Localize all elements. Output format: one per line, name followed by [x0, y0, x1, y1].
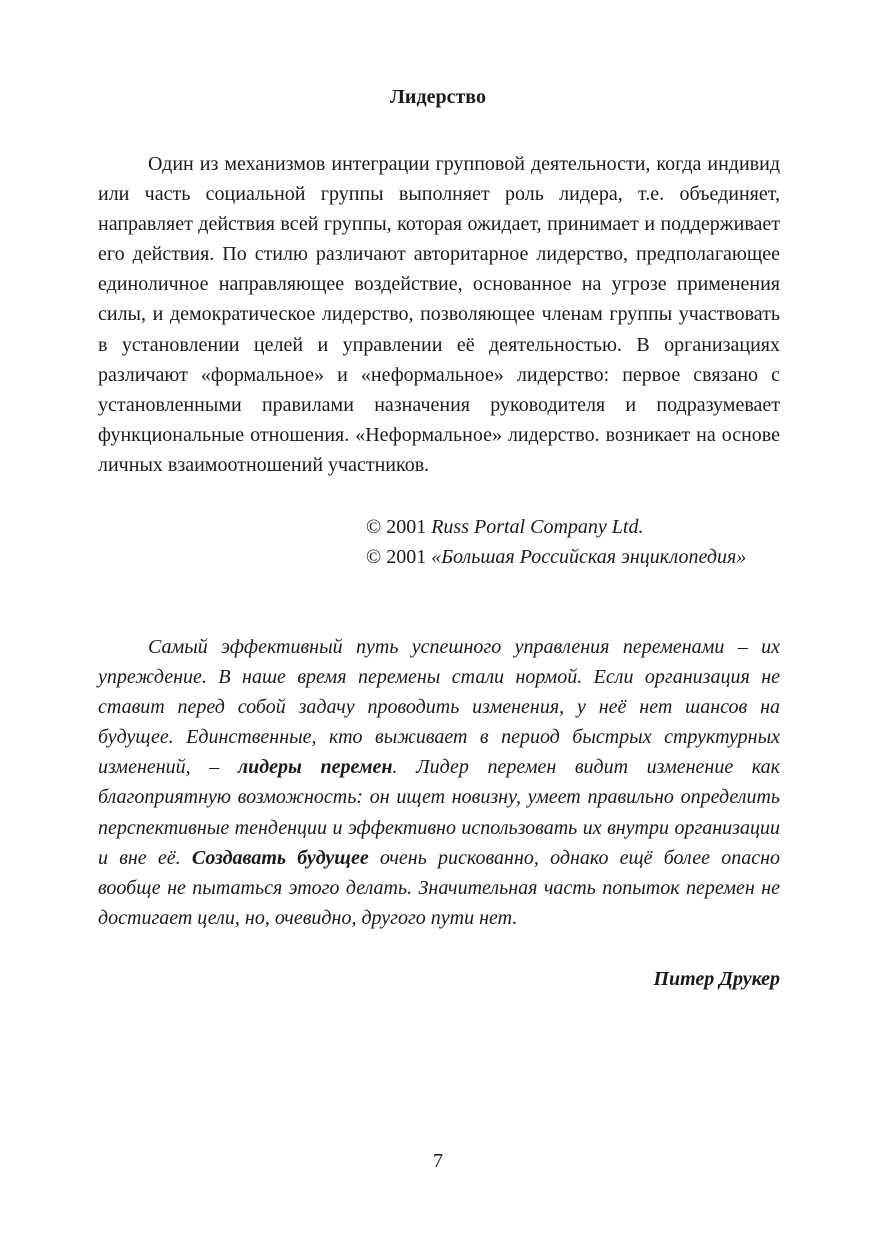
- credit-line: [366, 542, 806, 572]
- quote-section: [98, 632, 780, 933]
- credit-source: Russ Portal Company Ltd.: [431, 516, 644, 538]
- copyright-credits: [366, 512, 806, 572]
- credit-line: [366, 512, 806, 542]
- credit-prefix: © 2001: [366, 546, 432, 569]
- quote-author: Питер Друкер: [653, 968, 780, 990]
- quote-text-part-2: . Лидер перемен видит изменение как благоприятную возможность: он ищет новизну, умеет правильно определить перспективные тенденции и эффективно использовать их внутри организации и вне её.: [98, 756, 781, 869]
- quote-text-part-1: Самый эффективный путь успешного управления переменами – их упреждение. В наше время перемены стали нормой. Если организация не ставит перед собой задачу проводить изменения, у неё нет шансов на будущее. Единственные, кто выживает в период быстрых структурных изменений, –: [98, 636, 780, 779]
- credit-prefix: © 2001: [366, 516, 432, 538]
- quote-emphasis-future: Создавать будущее: [191, 846, 369, 869]
- quote-emphasis-leaders: лидеры перемен: [237, 756, 393, 779]
- page-number: 7: [433, 1150, 443, 1172]
- definition-section: [98, 149, 780, 480]
- credit-source: «Большая Российская энциклопедия»: [431, 546, 747, 569]
- quote-paragraph: [98, 632, 780, 933]
- page-title: Лидерство: [390, 86, 486, 108]
- quote-text-part-3: очень рискованно, однако ещё более опасно вообще не пытаться этого делать. Значительная часть попыток перемен не достигает цели, но, очевидно, другого пути нет.: [98, 846, 780, 929]
- definition-paragraph: Один из механизмов интеграции групповой деятельности, когда индивид или часть социальной группы выполняет роль лидера, т.е. объединяет, направляет действия всей группы, которая ожидает, принимает и поддерживает его действия. По стилю различают авторитарное лидерство, предполагающее единоличное направляющее воздействие, основанное на угрозе применения силы, и демократическое лидерство, позволяющее членам группы участвовать в установлении целей и управлении её деятельностью. В организациях различают «формальное» и «неформальное» лидерство: первое связано с установленными правилами назначения руководителя и подразумевает функциональные отношения. «Неформальное» лидерство. возникает на основе личных взаимоотношений участников.: [98, 153, 780, 476]
